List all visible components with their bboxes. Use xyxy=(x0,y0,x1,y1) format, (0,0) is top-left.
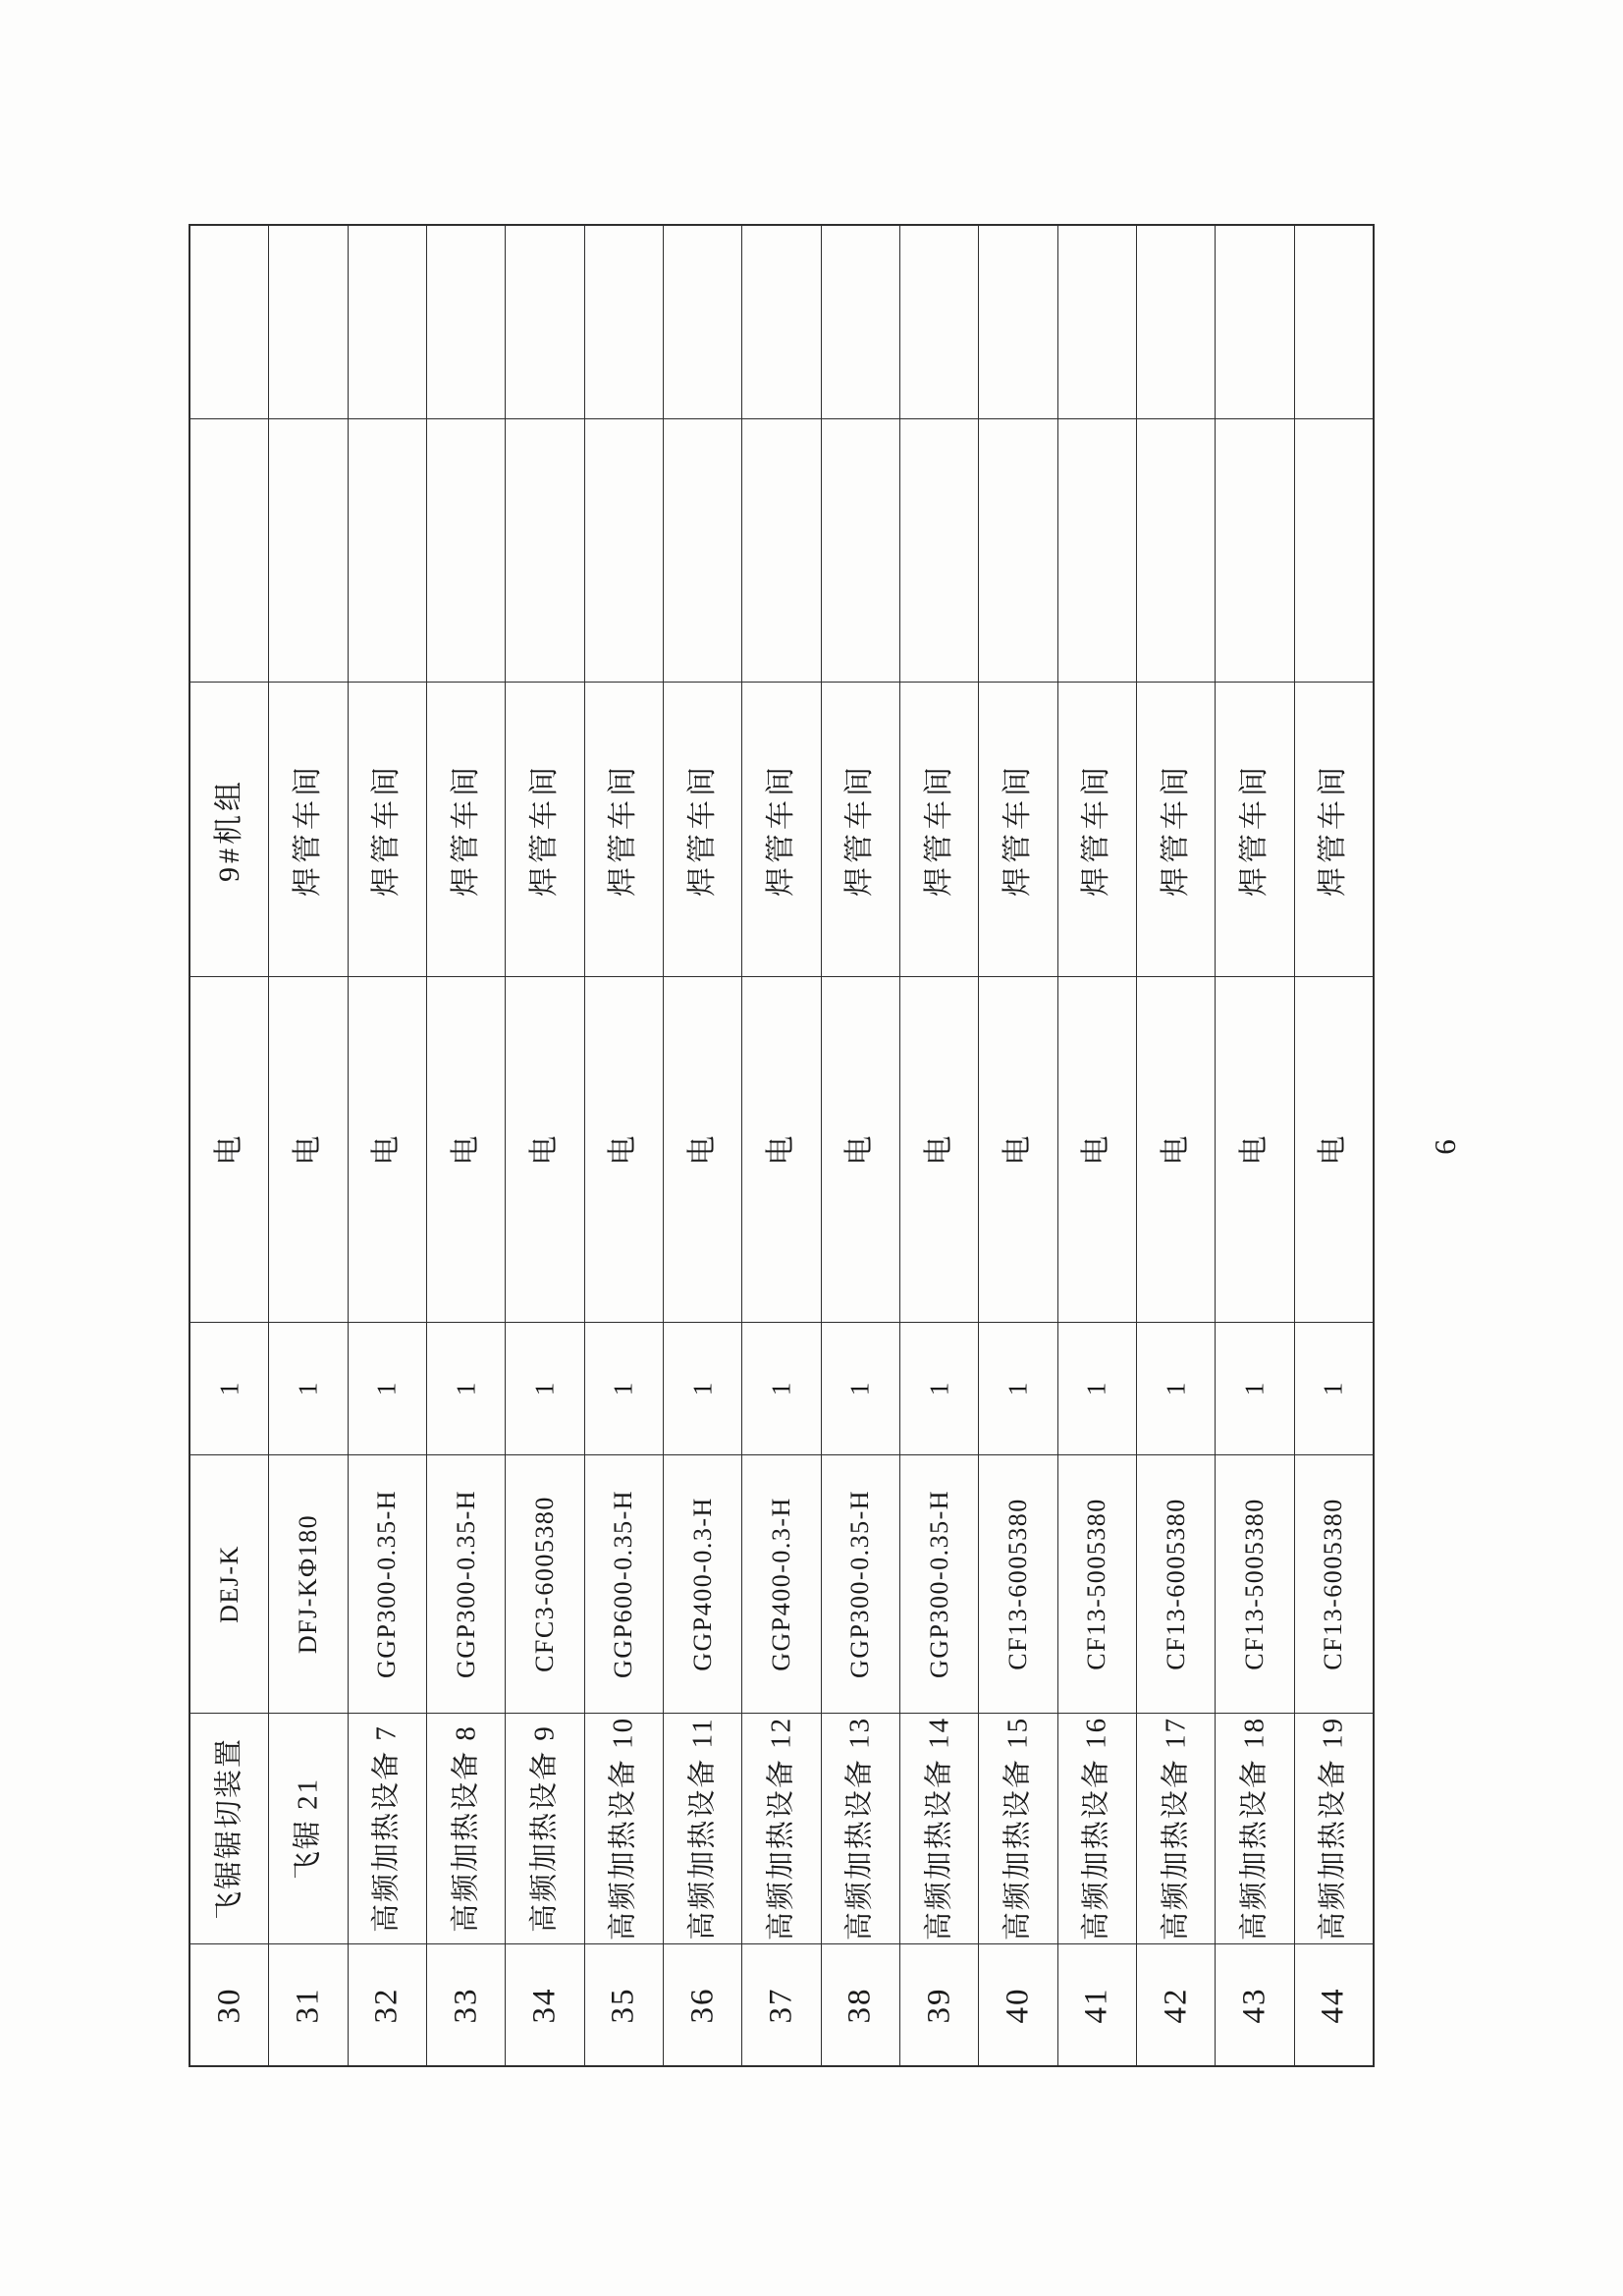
cell-name xyxy=(822,1714,899,1944)
cell-power-text: 电 xyxy=(764,1134,797,1165)
cell-extra-1 xyxy=(190,419,268,683)
cell-power-text: 电 xyxy=(1317,1134,1350,1165)
cell-extra-1 xyxy=(900,419,978,683)
cell-power xyxy=(427,977,505,1323)
cell-name-text: 高频加热设备 11 xyxy=(686,1717,719,1941)
cell-name-text: 飞锯 21 xyxy=(292,1777,324,1881)
cell-workshop-text: 焊管车间 xyxy=(370,762,404,897)
cell-extra-1 xyxy=(269,419,347,683)
cell-name-text: 高频加热设备 18 xyxy=(1238,1716,1271,1941)
cell-model xyxy=(506,1455,583,1714)
cell-model xyxy=(742,1455,820,1714)
cell-extra-2 xyxy=(190,226,268,419)
cell-quantity-text: 1 xyxy=(214,1381,244,1396)
cell-quantity-text: 1 xyxy=(687,1381,718,1396)
cell-quantity-text: 1 xyxy=(924,1381,954,1396)
cell-model-text: GGP300-0.35-H xyxy=(451,1489,480,1679)
cell-quantity xyxy=(585,1323,663,1455)
table-column-row-44 xyxy=(1295,226,1373,2065)
cell-quantity xyxy=(349,1323,426,1455)
table-column-row-43 xyxy=(1216,226,1294,2065)
cell-extra-2 xyxy=(900,226,978,419)
cell-model xyxy=(1295,1455,1373,1714)
cell-workshop xyxy=(742,683,820,977)
cell-quantity-text: 1 xyxy=(844,1381,875,1396)
cell-power xyxy=(585,977,663,1323)
cell-row-number xyxy=(1216,1944,1293,2065)
cell-name-text: 高频加热设备 9 xyxy=(528,1724,561,1933)
cell-row-number-text: 36 xyxy=(684,1987,721,2023)
cell-quantity xyxy=(979,1323,1056,1455)
cell-model-text: CFC3-6005380 xyxy=(529,1496,559,1672)
cell-quantity xyxy=(1137,1323,1215,1455)
cell-model-text: CF13-5005380 xyxy=(1239,1498,1269,1670)
cell-name xyxy=(190,1714,268,1944)
cell-name-text: 高频加热设备 16 xyxy=(1080,1716,1112,1941)
cell-workshop-text: 焊管车间 xyxy=(764,762,797,897)
cell-extra-1 xyxy=(1137,419,1215,683)
cell-quantity-text: 1 xyxy=(451,1381,481,1396)
table-column-row-38 xyxy=(822,226,900,2065)
cell-row-number-text: 44 xyxy=(1315,1987,1351,2023)
cell-name-text: 高频加热设备 12 xyxy=(765,1716,797,1941)
cell-power xyxy=(190,977,268,1323)
cell-name xyxy=(979,1714,1056,1944)
cell-extra-2 xyxy=(822,226,899,419)
cell-extra-2 xyxy=(269,226,347,419)
cell-model-text: CF13-6005380 xyxy=(1161,1498,1190,1670)
cell-model xyxy=(349,1455,426,1714)
table-column-row-37 xyxy=(742,226,821,2065)
cell-row-number-text: 40 xyxy=(1000,1987,1036,2023)
cell-power-text: 电 xyxy=(212,1134,245,1165)
cell-power-text: 电 xyxy=(1237,1134,1271,1165)
cell-extra-2 xyxy=(585,226,663,419)
cell-row-number xyxy=(1137,1944,1215,2065)
cell-row-number xyxy=(979,1944,1056,2065)
table-column-row-35 xyxy=(585,226,664,2065)
cell-workshop-text: 焊管车间 xyxy=(527,762,561,897)
cell-model-text: CF13-6005380 xyxy=(1002,1498,1032,1670)
cell-power xyxy=(900,977,978,1323)
cell-workshop-text: 焊管车间 xyxy=(449,762,482,897)
table-column-row-32 xyxy=(349,226,427,2065)
cell-name-text: 高频加热设备 10 xyxy=(607,1716,639,1941)
cell-power-text: 电 xyxy=(1080,1134,1113,1165)
cell-workshop-text: 焊管车间 xyxy=(1080,762,1113,897)
cell-name-text: 高频加热设备 7 xyxy=(370,1724,403,1933)
cell-quantity xyxy=(190,1323,268,1455)
cell-name xyxy=(349,1714,426,1944)
cell-workshop xyxy=(900,683,978,977)
page-number: 6 xyxy=(1428,1139,1462,1155)
cell-workshop xyxy=(427,683,505,977)
cell-quantity-text: 1 xyxy=(371,1381,402,1396)
cell-model xyxy=(269,1455,347,1714)
cell-extra-1 xyxy=(427,419,505,683)
cell-model xyxy=(900,1455,978,1714)
cell-workshop xyxy=(822,683,899,977)
cell-power-text: 电 xyxy=(843,1134,877,1165)
cell-row-number xyxy=(190,1944,268,2065)
cell-quantity xyxy=(1295,1323,1373,1455)
table-column-row-33 xyxy=(427,226,506,2065)
cell-row-number xyxy=(349,1944,426,2065)
cell-extra-2 xyxy=(1216,226,1293,419)
cell-model-text: CF13-5005380 xyxy=(1082,1498,1111,1670)
cell-row-number-text: 33 xyxy=(448,1987,484,2023)
cell-power-text: 电 xyxy=(370,1134,404,1165)
cell-extra-2 xyxy=(1295,226,1373,419)
cell-power xyxy=(1295,977,1373,1323)
cell-model xyxy=(664,1455,741,1714)
cell-quantity-text: 1 xyxy=(1002,1381,1033,1396)
table-column-row-36 xyxy=(664,226,742,2065)
cell-name xyxy=(1216,1714,1293,1944)
cell-quantity xyxy=(900,1323,978,1455)
cell-name-text: 高频加热设备 17 xyxy=(1160,1716,1192,1941)
cell-model xyxy=(1058,1455,1136,1714)
cell-model-text: DFJ-KΦ180 xyxy=(293,1513,322,1655)
cell-name xyxy=(506,1714,583,1944)
cell-workshop-text: 焊管车间 xyxy=(607,762,640,897)
cell-row-number-text: 34 xyxy=(526,1987,563,2023)
cell-row-number xyxy=(269,1944,347,2065)
cell-workshop-text: 9#机组 xyxy=(212,777,245,882)
cell-workshop xyxy=(664,683,741,977)
cell-model-text: GGP600-0.35-H xyxy=(609,1489,638,1679)
cell-power xyxy=(664,977,741,1323)
cell-workshop-text: 焊管车间 xyxy=(922,762,955,897)
cell-extra-1 xyxy=(1216,419,1293,683)
cell-row-number xyxy=(427,1944,505,2065)
cell-power-text: 电 xyxy=(607,1134,640,1165)
cell-name xyxy=(900,1714,978,1944)
cell-row-number-text: 43 xyxy=(1236,1987,1272,2023)
cell-extra-1 xyxy=(742,419,820,683)
cell-power-text: 电 xyxy=(922,1134,955,1165)
cell-name xyxy=(269,1714,347,1944)
cell-row-number-text: 37 xyxy=(763,1987,799,2023)
cell-row-number-text: 32 xyxy=(368,1987,405,2023)
cell-quantity xyxy=(427,1323,505,1455)
cell-quantity xyxy=(664,1323,741,1455)
cell-extra-2 xyxy=(506,226,583,419)
cell-row-number-text: 42 xyxy=(1158,1987,1194,2023)
cell-workshop-text: 焊管车间 xyxy=(1159,762,1192,897)
cell-quantity-text: 1 xyxy=(1318,1381,1348,1396)
cell-quantity xyxy=(506,1323,583,1455)
cell-name-text: 高频加热设备 13 xyxy=(843,1716,876,1941)
cell-model-text: GGP400-0.3-H xyxy=(687,1497,717,1671)
cell-power xyxy=(1137,977,1215,1323)
cell-workshop-text: 焊管车间 xyxy=(291,762,324,897)
cell-model-text: GGP300-0.35-H xyxy=(845,1489,875,1679)
cell-power xyxy=(349,977,426,1323)
table-column-row-31 xyxy=(269,226,348,2065)
cell-name xyxy=(585,1714,663,1944)
cell-power xyxy=(1058,977,1136,1323)
cell-extra-2 xyxy=(979,226,1056,419)
cell-power-text: 电 xyxy=(449,1134,482,1165)
cell-extra-2 xyxy=(664,226,741,419)
cell-row-number xyxy=(506,1944,583,2065)
cell-model xyxy=(1137,1455,1215,1714)
cell-row-number xyxy=(585,1944,663,2065)
cell-quantity-text: 1 xyxy=(766,1381,796,1396)
cell-name xyxy=(1058,1714,1136,1944)
cell-power-text: 电 xyxy=(1001,1134,1034,1165)
cell-power xyxy=(269,977,347,1323)
cell-row-number xyxy=(742,1944,820,2065)
table-column-row-34 xyxy=(506,226,584,2065)
cell-quantity-text: 1 xyxy=(1239,1381,1270,1396)
equipment-table xyxy=(189,224,1375,2067)
cell-quantity xyxy=(742,1323,820,1455)
cell-model-text: GGP300-0.35-H xyxy=(924,1489,953,1679)
cell-name-text: 高频加热设备 15 xyxy=(1001,1716,1034,1941)
cell-power-text: 电 xyxy=(527,1134,561,1165)
cell-row-number-text: 35 xyxy=(605,1987,641,2023)
cell-power-text: 电 xyxy=(291,1134,324,1165)
cell-extra-1 xyxy=(1295,419,1373,683)
cell-workshop xyxy=(349,683,426,977)
cell-quantity-text: 1 xyxy=(608,1381,638,1396)
cell-name-text: 飞锯锯切装置 xyxy=(213,1736,245,1921)
cell-workshop xyxy=(1295,683,1373,977)
cell-name-text: 高频加热设备 8 xyxy=(450,1724,482,1933)
table-column-row-30 xyxy=(190,226,269,2065)
cell-extra-2 xyxy=(349,226,426,419)
cell-workshop xyxy=(1137,683,1215,977)
cell-row-number-text: 41 xyxy=(1078,1987,1114,2023)
cell-extra-1 xyxy=(349,419,426,683)
cell-model xyxy=(427,1455,505,1714)
cell-workshop xyxy=(585,683,663,977)
cell-model xyxy=(822,1455,899,1714)
cell-extra-2 xyxy=(1058,226,1136,419)
cell-model xyxy=(1216,1455,1293,1714)
cell-row-number-text: 30 xyxy=(211,1987,247,2023)
cell-power xyxy=(506,977,583,1323)
cell-power xyxy=(742,977,820,1323)
cell-workshop-text: 焊管车间 xyxy=(1317,762,1350,897)
cell-model xyxy=(190,1455,268,1714)
cell-name-text: 高频加热设备 19 xyxy=(1317,1716,1349,1941)
cell-quantity xyxy=(269,1323,347,1455)
table-column-row-42 xyxy=(1137,226,1216,2065)
cell-workshop xyxy=(190,683,268,977)
cell-workshop-text: 焊管车间 xyxy=(1001,762,1034,897)
cell-workshop xyxy=(979,683,1056,977)
cell-name-text: 高频加热设备 14 xyxy=(923,1716,955,1941)
cell-workshop-text: 焊管车间 xyxy=(685,762,719,897)
cell-power-text: 电 xyxy=(1159,1134,1192,1165)
cell-extra-1 xyxy=(506,419,583,683)
cell-row-number xyxy=(664,1944,741,2065)
cell-extra-1 xyxy=(664,419,741,683)
cell-workshop xyxy=(269,683,347,977)
cell-row-number xyxy=(900,1944,978,2065)
cell-quantity-text: 1 xyxy=(1081,1381,1111,1396)
cell-workshop xyxy=(506,683,583,977)
cell-extra-1 xyxy=(1058,419,1136,683)
cell-quantity-text: 1 xyxy=(529,1381,560,1396)
cell-workshop xyxy=(1216,683,1293,977)
cell-model-text: GGP400-0.3-H xyxy=(766,1497,795,1671)
table-column-row-39 xyxy=(900,226,979,2065)
cell-extra-1 xyxy=(585,419,663,683)
cell-name xyxy=(742,1714,820,1944)
cell-extra-1 xyxy=(979,419,1056,683)
cell-row-number xyxy=(1058,1944,1136,2065)
table-column-row-40 xyxy=(979,226,1057,2065)
cell-model-text: CF13-6005380 xyxy=(1319,1498,1348,1670)
cell-model xyxy=(585,1455,663,1714)
cell-power xyxy=(979,977,1056,1323)
cell-workshop-text: 焊管车间 xyxy=(843,762,877,897)
cell-model xyxy=(979,1455,1056,1714)
cell-workshop xyxy=(1058,683,1136,977)
cell-quantity xyxy=(1216,1323,1293,1455)
cell-model-text: DEJ-K xyxy=(214,1545,243,1623)
cell-power xyxy=(1216,977,1293,1323)
cell-quantity-text: 1 xyxy=(293,1381,323,1396)
cell-row-number xyxy=(1295,1944,1373,2065)
cell-row-number-text: 38 xyxy=(841,1987,878,2023)
table-column-row-41 xyxy=(1058,226,1137,2065)
cell-quantity xyxy=(822,1323,899,1455)
cell-name xyxy=(427,1714,505,1944)
cell-name xyxy=(664,1714,741,1944)
cell-row-number-text: 39 xyxy=(921,1987,957,2023)
cell-power-text: 电 xyxy=(685,1134,719,1165)
cell-extra-1 xyxy=(822,419,899,683)
cell-quantity xyxy=(1058,1323,1136,1455)
cell-name xyxy=(1295,1714,1373,1944)
cell-extra-2 xyxy=(1137,226,1215,419)
cell-quantity-text: 1 xyxy=(1161,1381,1191,1396)
cell-power xyxy=(822,977,899,1323)
cell-row-number-text: 31 xyxy=(290,1987,326,2023)
cell-extra-2 xyxy=(427,226,505,419)
cell-workshop-text: 焊管车间 xyxy=(1237,762,1271,897)
cell-model-text: GGP300-0.35-H xyxy=(372,1489,402,1679)
cell-extra-2 xyxy=(742,226,820,419)
cell-name xyxy=(1137,1714,1215,1944)
cell-row-number xyxy=(822,1944,899,2065)
